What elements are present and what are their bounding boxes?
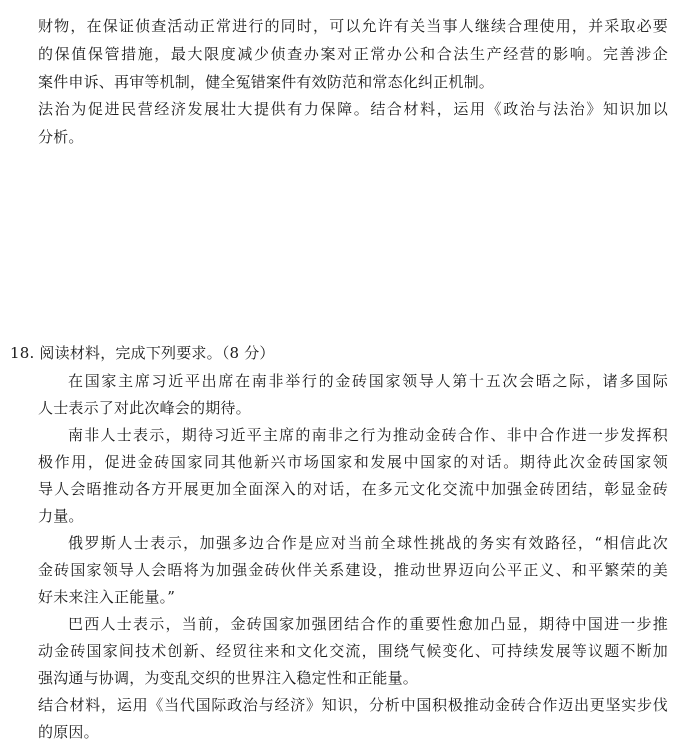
paragraph-line: 极作用，促进金砖国家同其他新兴市场国家和发展中国家的对话。期待此次金砖国家领 — [38, 453, 668, 471]
paragraph-line: 南非人士表示，期待习近平主席的南非之行为推动金砖合作、非中合作进一步发挥积 — [68, 426, 668, 444]
material-line: 案件申诉、再审等机制，健全冤错案件有效防范和常态化纠正机制。 — [38, 73, 495, 91]
paragraph-line: 导人会晤推动各方开展更加全面深入的对话，在多元文化交流中加强金砖团结，彰显金砖 — [38, 480, 668, 498]
paragraph-line: 动金砖国家间技术创新、经贸往来和文化交流，围绕气候变化、可持续发展等议题不断加 — [38, 642, 668, 660]
question-task-line: 结合材料，运用《当代国际政治与经济》知识，分析中国积极推动金砖合作迈出更坚实步伐 — [38, 696, 668, 714]
paragraph-line: 强沟通与协调，为变乱交织的世界注入稳定性和正能量。 — [38, 669, 419, 687]
paragraph-line: 俄罗斯人士表示，加强多边合作是应对当前全球性挑战的务实有效路径，“相信此次 — [68, 534, 668, 552]
question-prompt-line: 法治为促进民营经济发展壮大提供有力保障。结合材料，运用《政治与法治》知识加以 — [38, 100, 668, 118]
paragraph-line: 好未来注入正能量。” — [38, 588, 176, 606]
paragraph-line: 巴西人士表示，当前，金砖国家加强团结合作的重要性愈加凸显，期待中国进一步推 — [68, 615, 668, 633]
question-18-header: 18. 阅读材料，完成下列要求。（8 分） — [10, 344, 275, 362]
question-task-line: 的原因。 — [38, 723, 99, 741]
paragraph-line: 金砖国家领导人会晤将为加强金砖伙伴关系建设，推动世界迈向公平正义、和平繁荣的美 — [38, 561, 668, 579]
question-prompt-line: 分析。 — [38, 128, 84, 146]
paragraph-line: 人士表示了对此次峰会的期待。 — [38, 399, 251, 417]
paragraph-line: 力量。 — [38, 507, 84, 525]
material-line: 财物，在保证侦查活动正常进行的同时，可以允许有关当事人继续合理使用，并采取必要 — [38, 17, 668, 35]
material-line: 的保值保管措施，最大限度减少侦查办案对正常办公和合法生产经营的影响。完善涉企 — [38, 45, 668, 63]
paragraph-line: 在国家主席习近平出席在南非举行的金砖国家领导人第十五次会晤之际，诸多国际 — [68, 372, 668, 390]
